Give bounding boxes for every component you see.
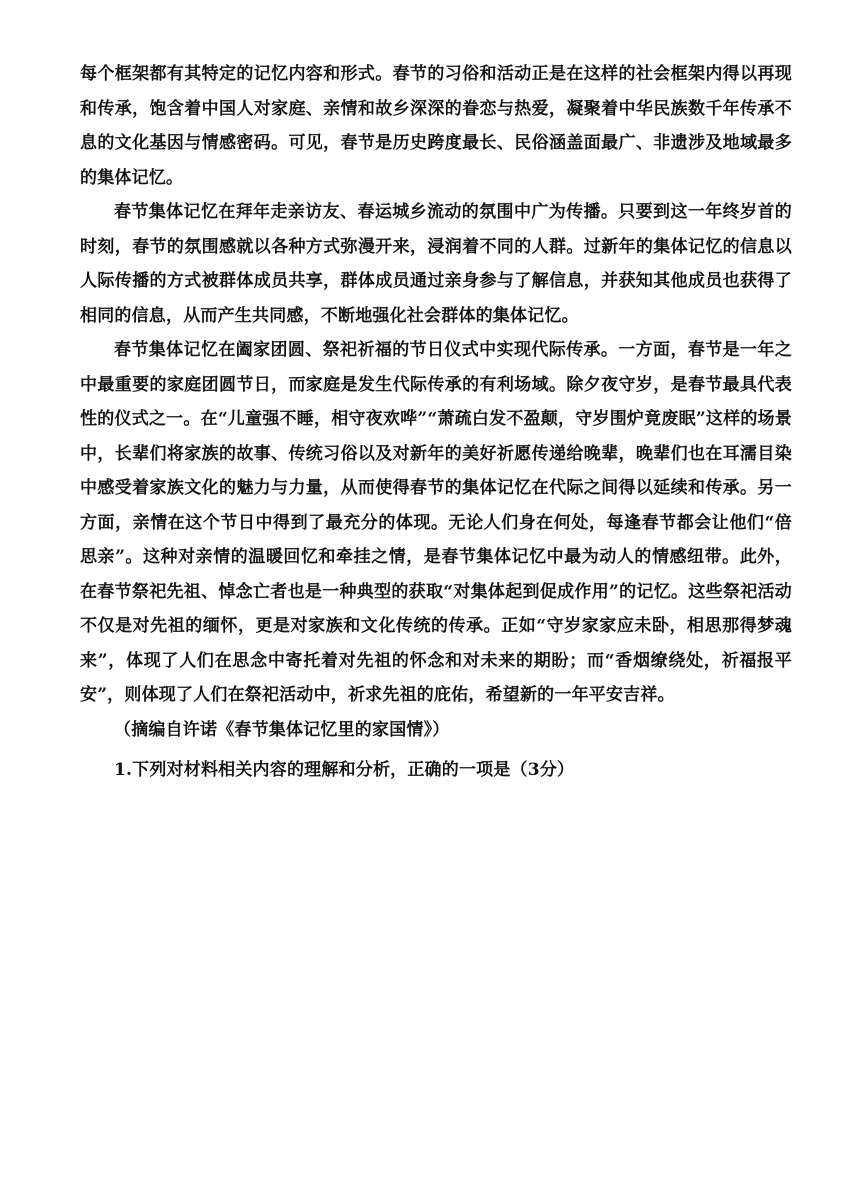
document-page <box>80 57 792 788</box>
paragraph-1: 每个框架都有其特定的记忆内容和形式。春节的习俗和活动正是在这样的社会框架内得以再现和传承，饱含着中国人对家庭、亲情和故乡深深的眷恋与热爱，凝聚着中华民族数千年传承不息的文化基因与情感密码。可见，春节是历史跨度最长、民俗涵盖面最广、非遗涉及地域最多的集体记忆。 <box>80 64 792 188</box>
question-1: 1.下列对材料相关内容的理解和分析，正确的一项是（3分） <box>114 760 575 780</box>
paragraph-3: 春节集体记忆在阖家团圆、祭祀祈福的节日仪式中实现代际传承。一方面，春节是一年之中最重要的家庭团圆节日，而家庭是发生代际传承的有利场域。除夕夜守岁，是春节最具代表性的仪式之一。在“儿童强不睡，相守夜欢哗”“萧疏白发不盈颠，守岁围炉竟废眠”这样的场景中，长辈们将家族的故事、传统习俗以及对新年的美好祈愿传递给晚辈，晚辈们也在耳濡目染中感受着家族文化的魅力与力量，从而使得春节的集体记忆在代际之间得以延续和传承。另一方面，亲情在这个节日中得到了最充分的体现。无论人们身在何处，每逢春节都会让他们“倍思亲”。这种对亲情的温暖回忆和牵挂之情，是春节集体记忆中最为动人的情感纽带。此外，在春节祭祀先祖、悼念亡者也是一种典型的获取“对集体起到促成作用”的记忆。这些祭祀活动不仅是对先祖的缅怀，更是对家族和文化传统的传承。正如“守岁家家应未卧，相思那得梦魂来”，体现了人们在思念中寄托着对先祖的怀念和对未来的期盼；而“香烟缭绕处，祈福报平安”，则体现了人们在祭祀活动中，祈求先祖的庇佑，希望新的一年平安吉祥。 <box>80 340 792 705</box>
source-citation: （摘编自许诺《春节集体记忆里的家国情》） <box>114 719 450 740</box>
paragraph-2: 春节集体记忆在拜年走亲访友、春运城乡流动的氛围中广为传播。只要到这一年终岁首的时刻，春节的氛围感就以各种方式弥漫开来，浸润着不同的人群。过新年的集体记忆的信息以人际传播的方式被群体成员共享，群体成员通过亲身参与了解信息，并获知其他成员也获得了相同的信息，从而产生共同感，不断地强化社会群体的集体记忆。 <box>80 202 792 326</box>
